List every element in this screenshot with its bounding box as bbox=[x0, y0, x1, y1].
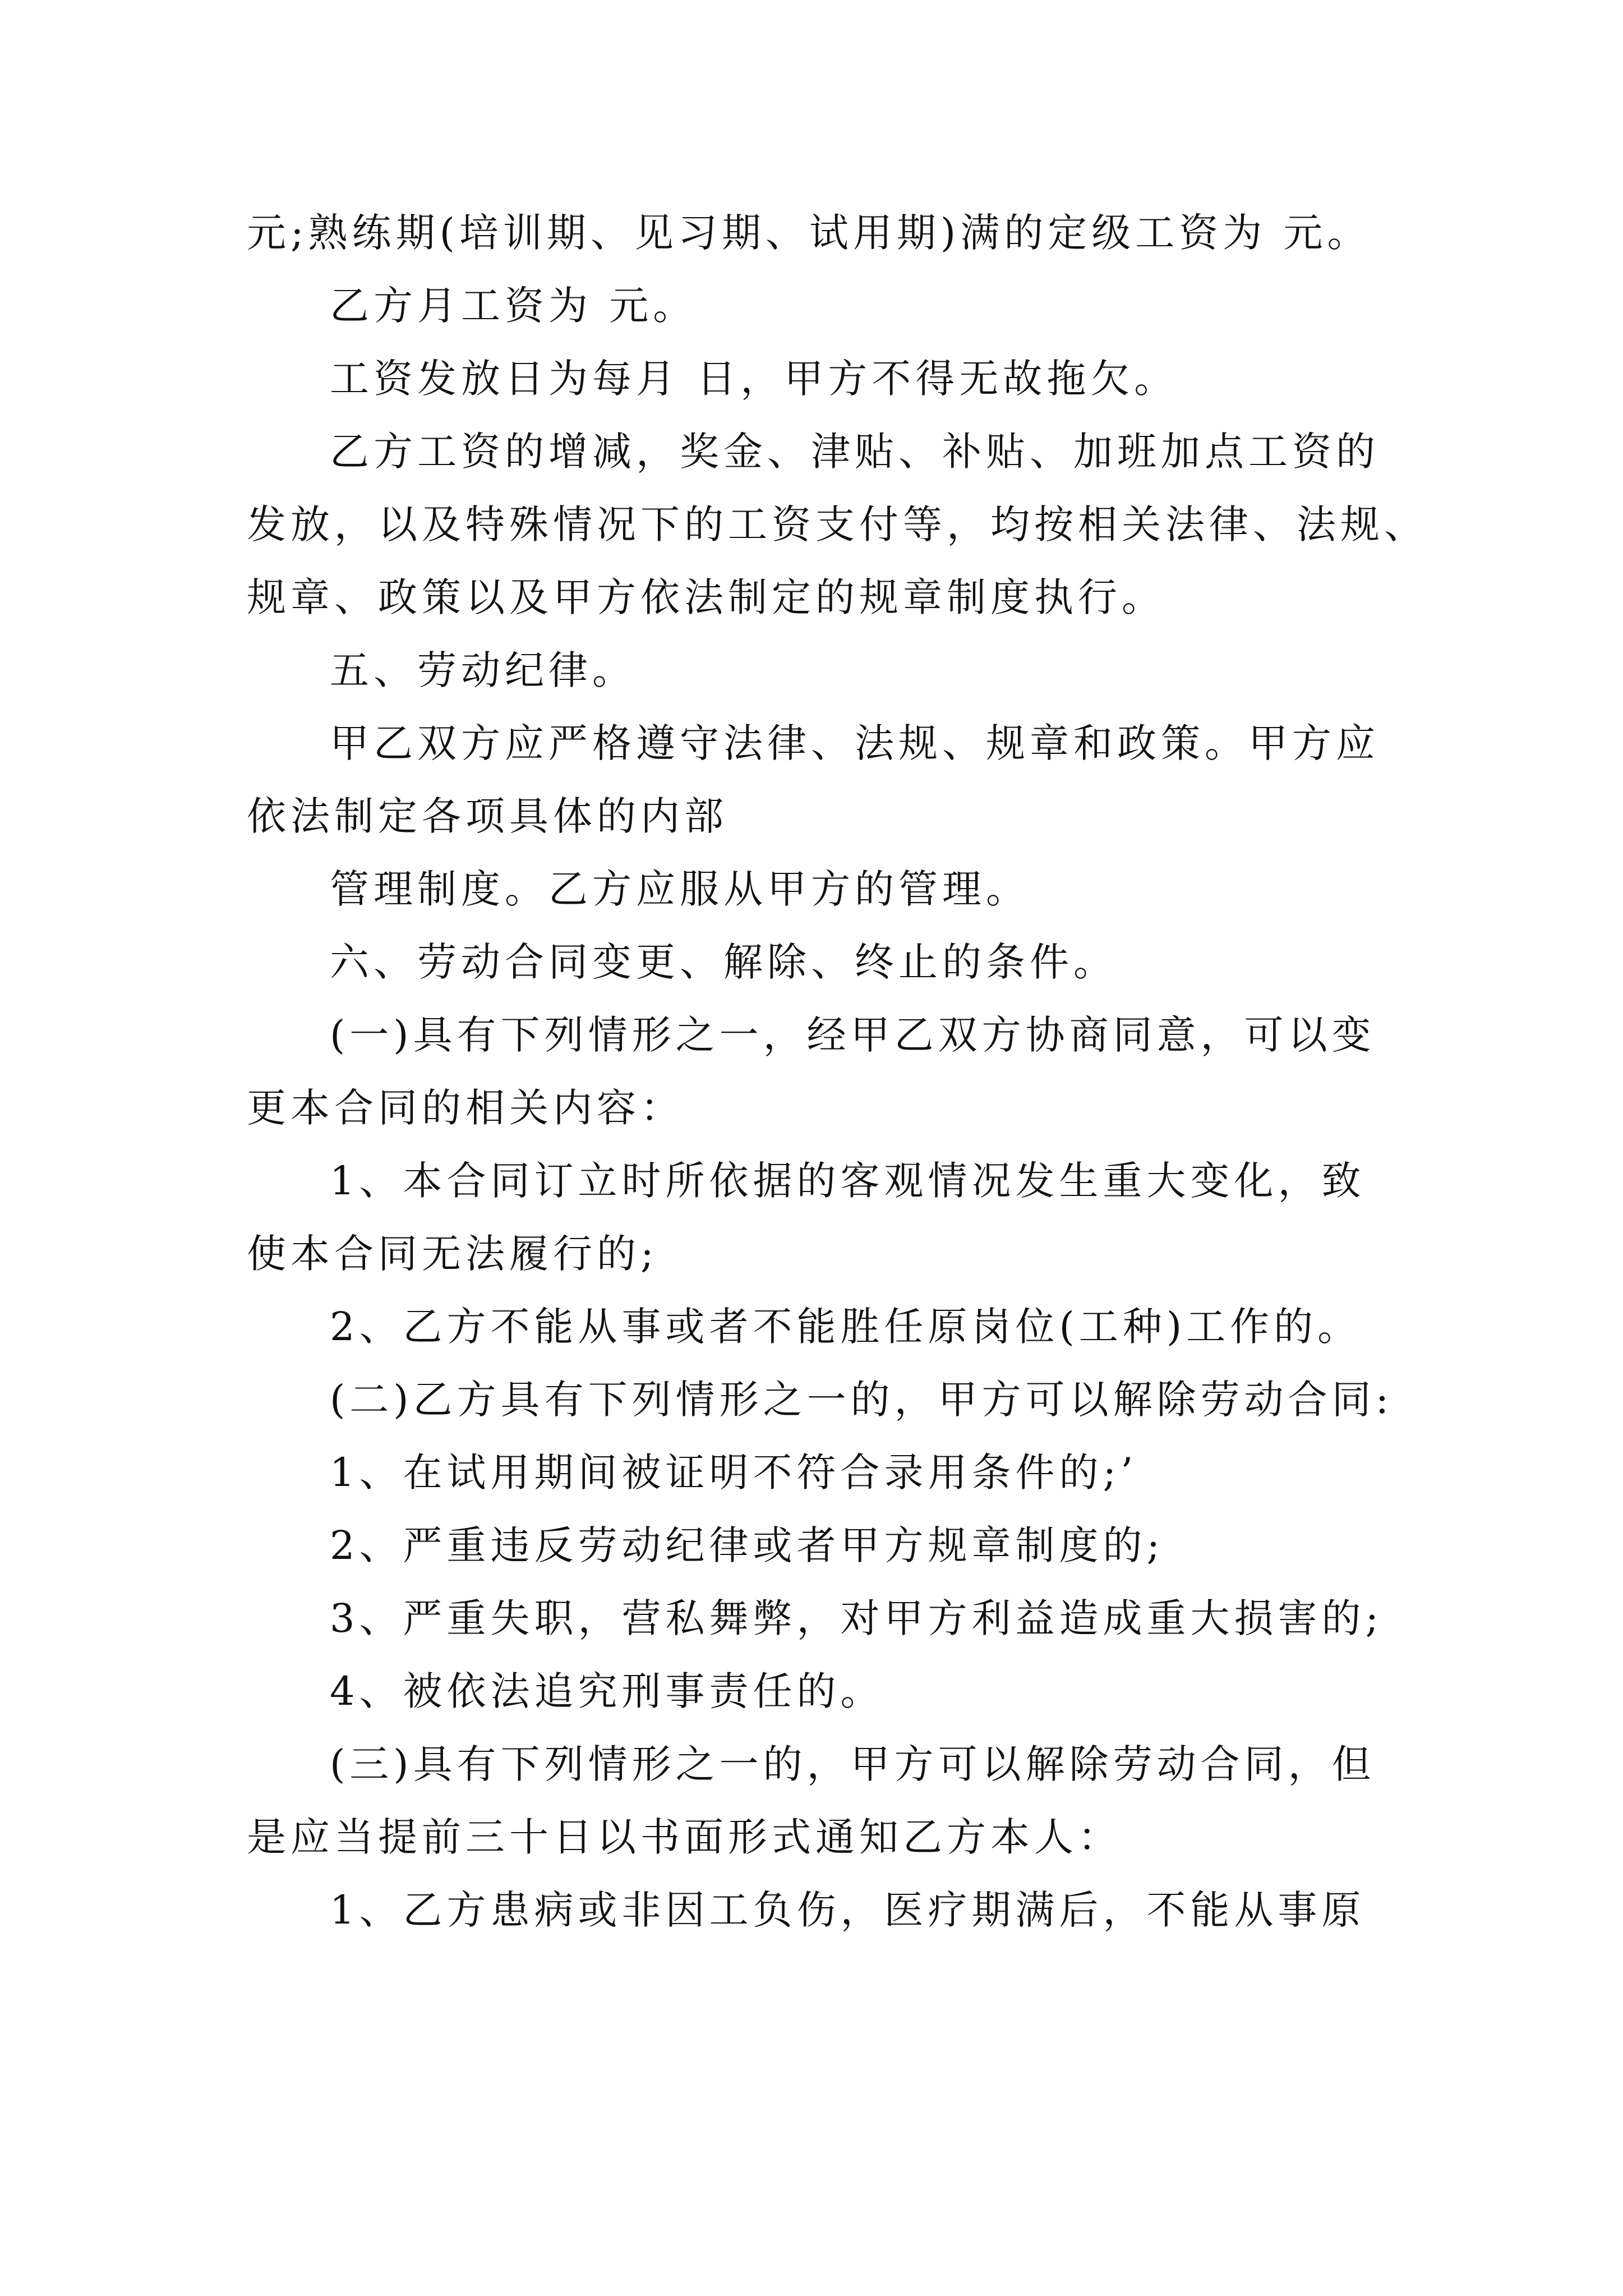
text-line: 工资发放日为每月 日，甲方不得无故拖欠。 bbox=[330, 356, 1178, 402]
text-line: 依法制定各项具体的内部 bbox=[247, 793, 728, 839]
text-line: 甲乙双方应严格遵守法律、法规、规章和政策。甲方应 bbox=[330, 720, 1380, 766]
section-heading: 五、劳动纪律。 bbox=[330, 647, 636, 693]
text-line: (三)具有下列情形之一的，甲方可以解除劳动合同，但 bbox=[330, 1741, 1376, 1787]
list-item: 1、本合同订立时所依据的客观情况发生重大变化，致 bbox=[330, 1158, 1366, 1204]
list-item: 1、乙方患病或非因工负伤，医疗期满后，不能从事原 bbox=[330, 1887, 1366, 1933]
list-item: 2、乙方不能从事或者不能胜任原岗位(工种)工作的。 bbox=[330, 1304, 1362, 1350]
list-item: 1、在试用期间被证明不符合录用条件的;’ bbox=[330, 1450, 1138, 1496]
list-item: 4、被依法追究刑事责任的。 bbox=[330, 1668, 884, 1714]
text-line: 使本合同无法履行的; bbox=[247, 1231, 658, 1277]
section-heading: 六、劳动合同变更、解除、终止的条件。 bbox=[330, 939, 1117, 985]
text-line: (一)具有下列情形之一，经甲乙双方协商同意，可以变 bbox=[330, 1012, 1376, 1058]
text-line: 更本合同的相关内容： bbox=[247, 1085, 684, 1131]
list-item: 3、严重失职，营私舞弊，对甲方利益造成重大损害的; bbox=[330, 1595, 1384, 1641]
text-line: 乙方工资的增减，奖金、津贴、补贴、加班加点工资的 bbox=[330, 429, 1380, 475]
text-line: 是应当提前三十日以书面形式通知乙方本人： bbox=[247, 1814, 1122, 1860]
text-line: 发放，以及特殊情况下的工资支付等，均按相关法律、法规、 bbox=[247, 501, 1428, 547]
text-line: 管理制度。乙方应服从甲方的管理。 bbox=[330, 866, 1030, 912]
text-line: 元;熟练期(培训期、见习期、试用期)满的定级工资为 元。 bbox=[247, 210, 1371, 256]
document-page bbox=[247, 196, 1428, 1947]
text-line: (二)乙方具有下列情形之一的，甲方可以解除劳动合同: bbox=[330, 1377, 1394, 1423]
list-item: 2、严重违反劳动纪律或者甲方规章制度的; bbox=[330, 1522, 1165, 1568]
text-line: 规章、政策以及甲方依法制定的规章制度执行。 bbox=[247, 574, 1165, 620]
text-line: 乙方月工资为 元。 bbox=[330, 283, 697, 329]
